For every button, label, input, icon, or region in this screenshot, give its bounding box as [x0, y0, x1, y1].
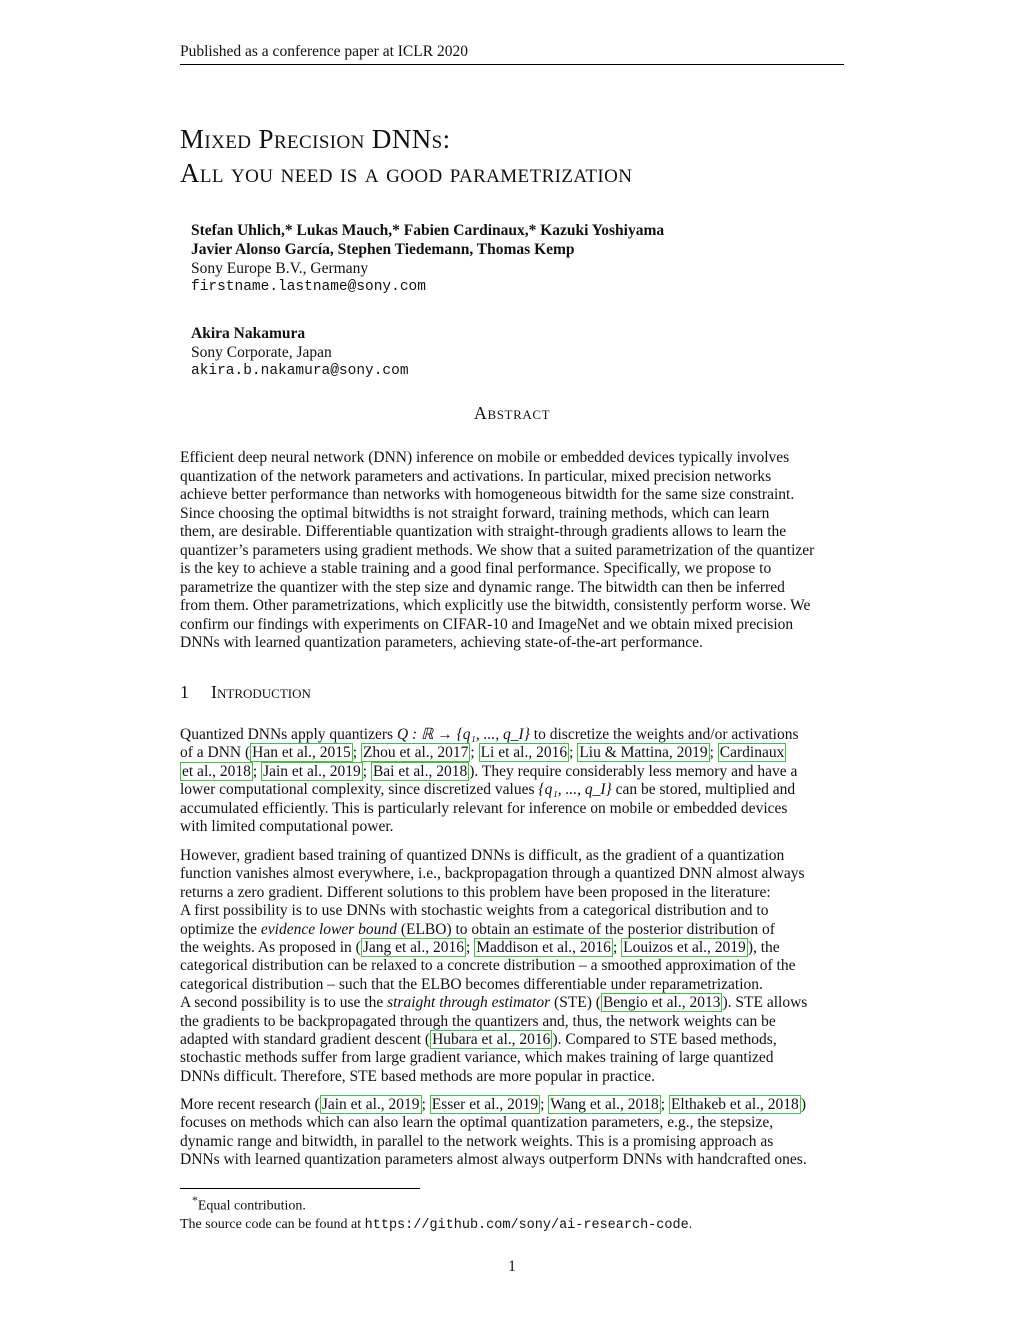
footnotes — [180, 1192, 692, 1235]
abstract-heading: Abstract — [473, 403, 551, 423]
citation-link[interactable]: Maddison et al., 2016 — [476, 939, 611, 957]
text-line: DNNs with learned quantization parameters almost always outperform DNNs with handcrafted ones. — [180, 1151, 807, 1169]
text-line: A first possibility is to use DNNs with stochastic weights from a categorical distribution and to — [180, 902, 769, 920]
citation-link[interactable]: Wang et al., 2018 — [550, 1096, 659, 1113]
citation-link[interactable]: Bengio et al., 2013 — [602, 994, 721, 1012]
text: lower computational complexity, since discretized values — [180, 781, 539, 799]
paragraph-1 — [180, 726, 844, 836]
citation-link[interactable]: et al., 2018 — [182, 762, 251, 780]
paragraph-3 — [180, 1096, 844, 1170]
author-name-2: Akira Nakamura — [191, 325, 306, 342]
separator: ; — [540, 1096, 549, 1113]
citation-link[interactable]: Han et al., 2015 — [252, 744, 351, 762]
section-heading — [180, 682, 311, 703]
citation-link[interactable]: Zhou et al., 2017 — [362, 744, 469, 762]
text: More recent research ( — [180, 1096, 320, 1113]
citation-link[interactable]: Li et al., 2016 — [480, 744, 568, 762]
abstract-line: quantizer’s parameters using gradient methods. We show that a suited parametrization of the quantizer — [180, 541, 815, 559]
text-line: stochastic methods suffer from large gradient variance, which makes training of large quantized — [180, 1049, 774, 1067]
text: The source code can be found at — [180, 1216, 365, 1232]
citation-link[interactable]: Jain et al., 2019 — [263, 762, 361, 780]
email-2: akira.b.nakamura@sony.com — [191, 363, 409, 379]
citation-link[interactable]: Liu & Mattina, 2019 — [579, 744, 708, 762]
paper-title — [180, 122, 632, 190]
abstract-line: DNNs with learned quantization parameters, achieving state-of-the-art performance. — [180, 634, 703, 651]
text-line — [180, 744, 844, 762]
abstract-line: is the key to achieve a stable training and a good final performance. Specifically, we propose to — [180, 560, 772, 577]
text-line — [180, 1031, 844, 1049]
text-line: function vanishes almost everywhere, i.e., backpropagation through a quantized DNN almost always — [180, 865, 805, 883]
text-line — [180, 726, 844, 744]
abstract-line: them, are desirable. Differentiable quantization with straight-through gradients allows to learn the — [180, 523, 787, 540]
emphasis-elbo: evidence lower bound — [260, 920, 397, 938]
citation-link[interactable]: Bai et al., 2018 — [372, 762, 468, 780]
author-line-2: Javier Alonso García, Stephen Tiedemann, Thomas Kemp — [191, 241, 575, 258]
separator: ; — [470, 744, 479, 762]
text: A second possibility is to use the — [180, 994, 388, 1012]
text-line: dynamic range and bitwidth, in parallel to the network weights. This is a promising approach as — [180, 1132, 774, 1150]
title-line-2: All you need is a good parametrization — [180, 158, 633, 188]
text-line — [180, 921, 844, 939]
abstract-text — [180, 449, 844, 653]
text: optimize the — [180, 920, 261, 938]
math-quantizer: Q : ℝ → {q₁, ..., q_I} — [396, 726, 530, 743]
text-line: accumulated efficiently. This is particularly relevant for inference on mobile or embedded devices — [180, 799, 788, 817]
author-block — [191, 221, 664, 381]
text-line: categorical distribution can be relaxed to a concrete distribution – a smoothed approximation of the — [180, 957, 796, 975]
text: adapted with standard gradient descent ( — [180, 1031, 431, 1049]
running-header: Published as a conference paper at ICLR 2020 — [180, 43, 468, 60]
text: ). They require considerably less memory and have a — [469, 762, 798, 780]
citation-link[interactable]: Elthakeb et al., 2018 — [670, 1096, 799, 1113]
text-line: with limited computational power. — [180, 818, 394, 836]
author-line-1: Stefan Uhlich,* Lukas Mauch,* Fabien Cardinaux,* Kazuki Yoshiyama — [191, 222, 665, 239]
abstract-line: parametrize the quantizer with the step size and dynamic range. The bitwidth can then be inferred — [180, 578, 785, 596]
text-line — [180, 763, 844, 781]
text: Quantized DNNs apply quantizers — [180, 726, 397, 743]
text-line: However, gradient based training of quantized DNNs is difficult, as the gradient of a quantization — [180, 847, 785, 864]
citation-link[interactable]: Jain et al., 2019 — [321, 1096, 420, 1113]
citation-link[interactable]: Cardinaux — [719, 744, 785, 762]
text-line: returns a zero gradient. Different solutions to this problem have been proposed in the literature: — [180, 883, 771, 901]
separator: ; — [421, 1096, 430, 1113]
text-line: the gradients to be backpropagated through the quantizers and, thus, the network weights can be — [180, 1012, 776, 1030]
footnote-source-code — [180, 1216, 692, 1235]
abstract-line: quantization of the network parameters and activations. In particular, mixed precision networks — [180, 467, 772, 485]
abstract-line: Efficient deep neural network (DNN) inference on mobile or embedded devices typically involves — [180, 449, 790, 466]
text: the weights. As proposed in ( — [180, 939, 361, 957]
citation-link[interactable]: Esser et al., 2019 — [431, 1096, 539, 1113]
text: ) — [800, 1096, 806, 1113]
math-values: {q₁, ..., q_I} — [538, 781, 612, 799]
abstract-line: from them. Other parametrizations, which explicitly use the bitwidth, consistently perform worse. We — [180, 597, 811, 614]
text-line: DNNs difficult. Therefore, STE based methods are more popular in practice. — [180, 1067, 656, 1085]
citation-link[interactable]: Hubara et al., 2016 — [432, 1031, 551, 1049]
text: to discretize the weights and/or activations — [529, 726, 799, 743]
abstract-line: Since choosing the optimal bitwidths is not straight forward, training methods, which can learn — [180, 504, 770, 522]
citation-link[interactable]: Jang et al., 2016 — [362, 939, 464, 957]
separator: ; — [362, 762, 371, 780]
text-line — [180, 994, 844, 1012]
footnote-equal-contribution — [180, 1192, 692, 1216]
section-title: Introduction — [211, 682, 311, 702]
citation-link[interactable]: Louizos et al., 2019 — [623, 939, 746, 957]
text: ). STE allows — [722, 994, 808, 1012]
separator: ; — [709, 744, 718, 762]
separator: ; — [612, 939, 622, 957]
title-line-1: Mixed Precision DNNs: — [180, 124, 451, 154]
separator: ; — [466, 939, 475, 957]
text: can be stored, multiplied and — [611, 781, 796, 799]
paragraph-2 — [180, 847, 844, 1086]
page-number: 1 — [508, 1258, 516, 1275]
source-code-url[interactable]: https://github.com/sony/ai-research-code — [364, 1217, 689, 1233]
separator: ; — [352, 744, 361, 762]
text: of a DNN ( — [180, 744, 251, 762]
emphasis-ste: straight through estimator — [387, 994, 551, 1012]
section-number: 1 — [180, 682, 189, 702]
separator: ; — [252, 762, 262, 780]
affiliation-2: Sony Corporate, Japan — [191, 344, 332, 361]
separator: ; — [569, 744, 578, 762]
text: Equal contribution. — [197, 1198, 306, 1214]
abstract-line: confirm our findings with experiments on CIFAR-10 and ImageNet and we obtain mixed precision — [180, 615, 794, 633]
text: ), the — [747, 939, 780, 957]
text: (ELBO) to obtain an estimate of the posterior distribution of — [396, 920, 775, 938]
text: ). Compared to STE based methods, — [552, 1031, 777, 1049]
text-line: focuses on methods which can also learn the optimal quantization parameters, e.g., the stepsize, — [180, 1114, 774, 1132]
affiliation-1: Sony Europe B.V., Germany — [191, 260, 369, 277]
email-1: firstname.lastname@sony.com — [191, 279, 426, 295]
footnote-mark: * — [192, 1194, 198, 1207]
abstract-line: achieve better performance than networks with homogeneous bitwidth for the same size constraint. — [180, 486, 795, 503]
text: (STE) ( — [550, 994, 601, 1012]
separator: ; — [660, 1096, 669, 1113]
header-rule — [180, 64, 844, 65]
text-line: categorical distribution – such that the ELBO becomes differentiable under reparametrization. — [180, 975, 763, 993]
text: . — [688, 1216, 693, 1232]
text-line — [180, 1096, 844, 1114]
footnote-rule — [180, 1188, 420, 1189]
text-line — [180, 939, 844, 957]
text-line — [180, 781, 844, 799]
